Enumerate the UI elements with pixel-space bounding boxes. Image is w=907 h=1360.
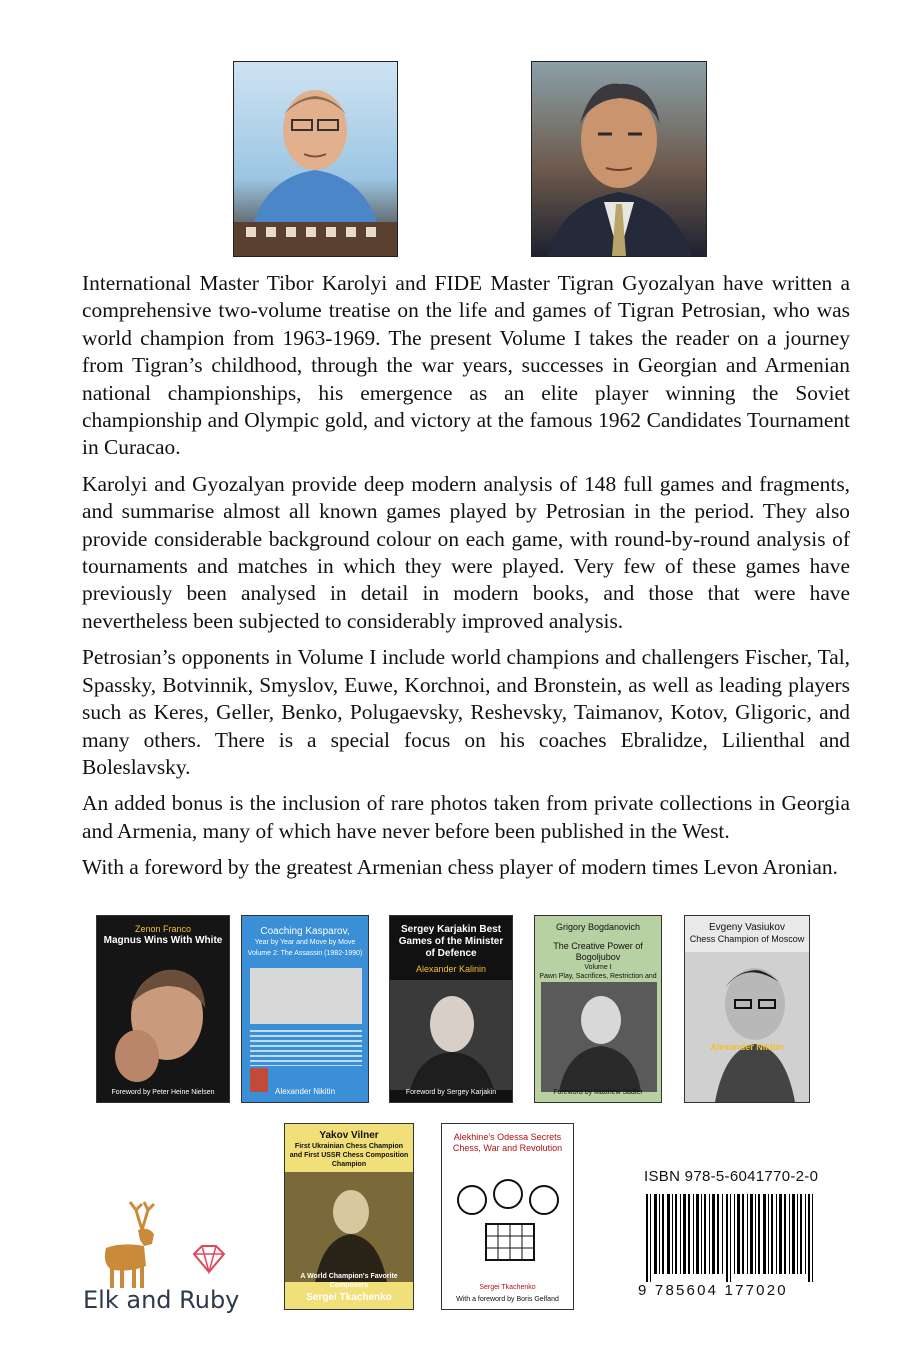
cover-title: Alekhine’s Odessa Secrets Chess, War and Revolution — [452, 1132, 563, 1153]
isbn-label: ISBN 978-5-6041770-2-0 — [644, 1168, 819, 1185]
blurb-paragraph: Karolyi and Gyozalyan provide deep modern analysis of 148 full games and fragments, and summarise almost all known games played by Petrosian in the period. They also provide considerable background colour on each game, with round-by-round analysis of tournaments and matches in which they were played. Very few of these games have previously been analysed in detail in modern books, and those that were have nevertheless been subjected to considerably improved analysis. — [82, 471, 850, 633]
book-cover-karjakin — [389, 915, 513, 1103]
cover-foreword: Foreword by Matthew Sadler — [553, 1089, 643, 1096]
ruby-icon — [194, 1246, 224, 1272]
author-portrait-icon — [234, 62, 397, 256]
cover-volume: Volume 2: The Assassin (1982-1990) — [247, 950, 363, 957]
isbn-barcode — [638, 1160, 820, 1312]
barcode-icon — [646, 1194, 814, 1282]
cover-portrait-icon — [390, 980, 513, 1090]
book-cover-magnus — [96, 915, 230, 1103]
book-cover-coaching-kasparov — [241, 915, 369, 1103]
elk-icon — [105, 1202, 154, 1288]
blurb-paragraph: With a foreword by the greatest Armenian chess player of modern times Levon Aronian. — [82, 855, 838, 880]
cover-title: Magnus Wins With White — [103, 935, 223, 946]
cover-subtitle: Year by Year and Move by Move — [254, 939, 356, 946]
cover-foreword: With a foreword by Boris Gelfand — [456, 1296, 559, 1303]
cover-author: Sergei Tkachenko — [306, 1292, 392, 1303]
cover-subtitle: Chess Champion of Moscow — [689, 934, 805, 944]
cover-volume: Volume I — [584, 964, 612, 971]
blurb-paragraph: International Master Tibor Karolyi and FIDE Master Tigran Gyozalyan have written a comprehensive two-volume treatise on the life and games of Tigran Petrosian, who was world champion from 1963-1969. The present Volume I takes the reader on a journey from Tigran’s childhood, through the war years, successes in Georgian and Armenian national championships, his emergence as an elite player winning the Soviet championship and Olympic gold, and victory at the famous 1962 Candidates Tournament in Curacao. — [82, 271, 850, 460]
book-cover-vasiukov — [684, 915, 810, 1103]
cover-photo — [250, 968, 362, 1024]
author-photo-left — [233, 61, 398, 257]
author-portrait-icon — [532, 62, 706, 256]
cover-portrait-icon — [685, 952, 810, 1102]
cover-author: Sergei Tkachenko — [479, 1284, 536, 1291]
cover-portrait-icon — [97, 956, 230, 1086]
cover-author: Zenon Franco — [134, 924, 192, 934]
cover-text-lines — [250, 1030, 362, 1066]
cover-foreword: Foreword by Sergey Karjakin — [405, 1089, 497, 1096]
cover-tagline: A World Champion's Favorite Composers — [300, 1273, 398, 1289]
cover-title: The Creative Power of Bogoljubov — [553, 941, 643, 962]
cover-author: Alexander Nikitin — [274, 1087, 336, 1096]
cover-portrait-icon — [541, 982, 657, 1092]
cover-subtitle: First Ukrainian Chess Champion and First USSR Chess Composition Champion — [289, 1143, 409, 1168]
book-cover-bogoljubov — [534, 915, 662, 1103]
publisher-name: Elk and Ruby — [83, 1286, 240, 1314]
cover-author: Alexander Nikitin — [710, 1042, 784, 1052]
cover-title: Yakov Vilner — [319, 1130, 379, 1141]
blurb-paragraph: Petrosian’s opponents in Volume I include world champions and challengers Fischer, Tal, Spassky, Botvinnik, Smyslov, Euwe, Korchnoi, and Bronstein, as well as leading players such as Keres, Geller, Benko, Polugaevsky, Reshevsky, Taimanov, Kotov, Gligoric, and many others. There is a special focus on his coaches Ebralidze, Lilienthal and Boleslavsky. — [82, 645, 850, 779]
isbn-digits: 9 785604 177020 — [638, 1282, 788, 1299]
cover-title: Sergey Karjakin Best Games of the Minister of Defence — [398, 924, 504, 959]
cover-cartoon-icon — [442, 1164, 574, 1274]
cover-subtitle: Pawn Play, Sacrifices, Restriction and — [539, 973, 657, 980]
author-photo-right — [531, 61, 707, 257]
cover-portrait-icon — [285, 1172, 414, 1282]
blurb-paragraph: An added bonus is the inclusion of rare photos taken from private collections in Georgia and Armenia, many of which have never before been published in the West. — [82, 791, 850, 843]
book-cover-vilner — [284, 1123, 414, 1310]
cover-author: Grigory Bogdanovich — [555, 922, 641, 932]
cover-foreword: Foreword by Peter Heine Nielsen — [111, 1089, 215, 1096]
cover-author: Alexander Kalinin — [415, 964, 487, 974]
cover-title: Evgeny Vasiukov — [709, 922, 785, 933]
back-cover-blurb — [82, 270, 850, 891]
book-cover-alekhine-odessa — [441, 1123, 574, 1310]
cover-title: Coaching Kasparov, — [260, 926, 350, 937]
